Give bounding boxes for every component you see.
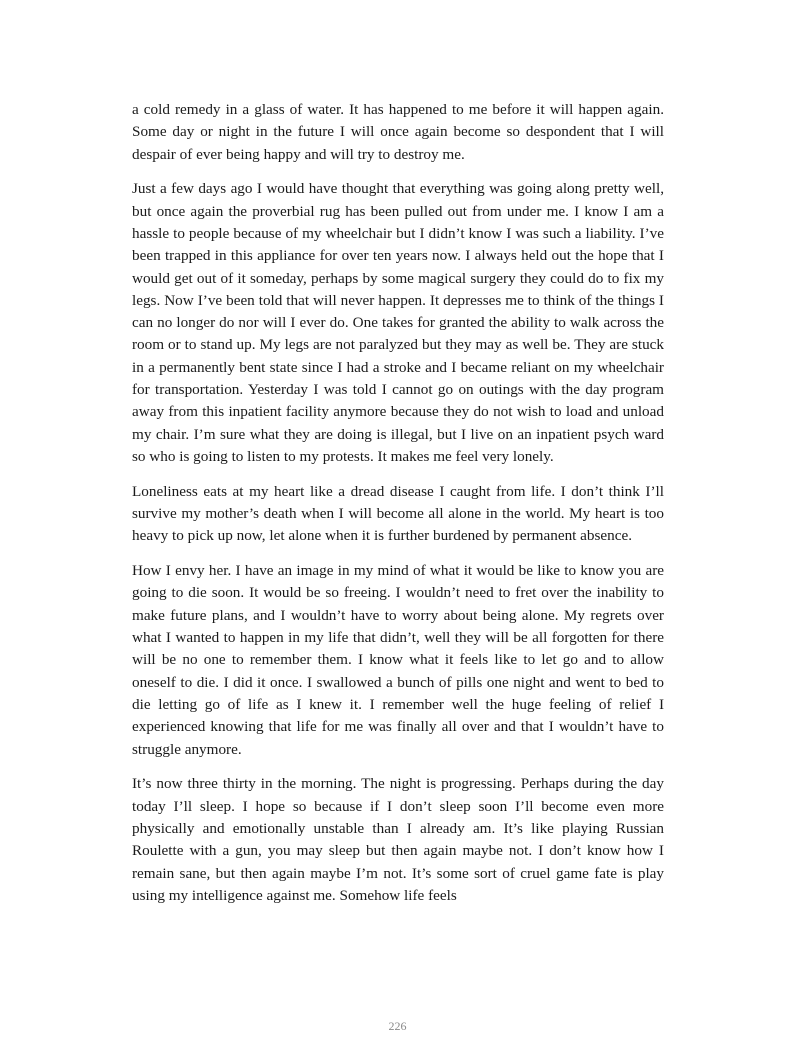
paragraph: How I envy her. I have an image in my mind of what it would be like to know you are going to die soon. It would be so freeing. I wouldn’t need to fret over the inability to make future plans, and I wouldn’t have to worry about being alone. My regrets over what I wanted to happen in my life that didn’t, well they will be all forgotten for there will be no one to remember them. I know what it feels like to let go and to allow oneself to die. I did it once. I swallowed a bunch of pills one night and went to bed to die letting go of life as I knew it. I remember well the huge feeling of relief I experienced knowing that life for me was finally all over and that I wouldn’t have to struggle anymore. — [132, 562, 664, 758]
paragraph: Just a few days ago I would have thought that everything was going along pretty well, but once again the proverbial rug has been pulled out from under me. I know I am a hassle to people because of my wheelchair but I didn’t know I was such a liability. I’ve been trapped in this appliance for over ten years now. I always held out the hope that I would get out of it someday, perhaps by some magical surgery they could do to fix my legs. Now I’ve been told that will never happen. It depresses me to think of the things I can no longer do nor will I ever do. One takes for granted the ability to walk across the room or to stand up. My legs are not paralyzed but they may as well be. They are stuck in a permanently bent state since I had a stroke and I became reliant on my wheelchair for transportation. Yesterday I was told I cannot go on outings with the day program away from this inpatient facility anymore because they do not wish to load and unload my chair. I’m sure what they are doing is illegal, but I live on an inpatient psych ward so who is going to listen to my protests. It makes me feel very lonely. — [132, 180, 664, 465]
page-body — [132, 99, 664, 920]
page-number: 226 — [388, 1019, 407, 1033]
paragraph: a cold remedy in a glass of water. It has happened to me before it will happen again. Some day or night in the future I will once again become so despondent that I will despair of ever being happy and will try to destroy me. — [132, 101, 664, 163]
paragraph: Loneliness eats at my heart like a dread disease I caught from life. I don’t think I’ll survive my mother’s death when I will become all alone in the world. My heart is too heavy to pick up now, let alone when it is further burdened by permanent absence. — [132, 482, 664, 545]
paragraph: It’s now three thirty in the morning. The night is progressing. Perhaps during the day today I’ll sleep. I hope so because if I don’t sleep soon I’ll become even more physically and emotionally unstable than I already am. It’s like playing Russian Roulette with a gun, you may sleep but then again maybe not. I don’t know how I remain sane, but then again maybe I’m not. It’s some sort of cruel game fate is play using my intelligence against me. Somehow life feels — [132, 775, 664, 904]
